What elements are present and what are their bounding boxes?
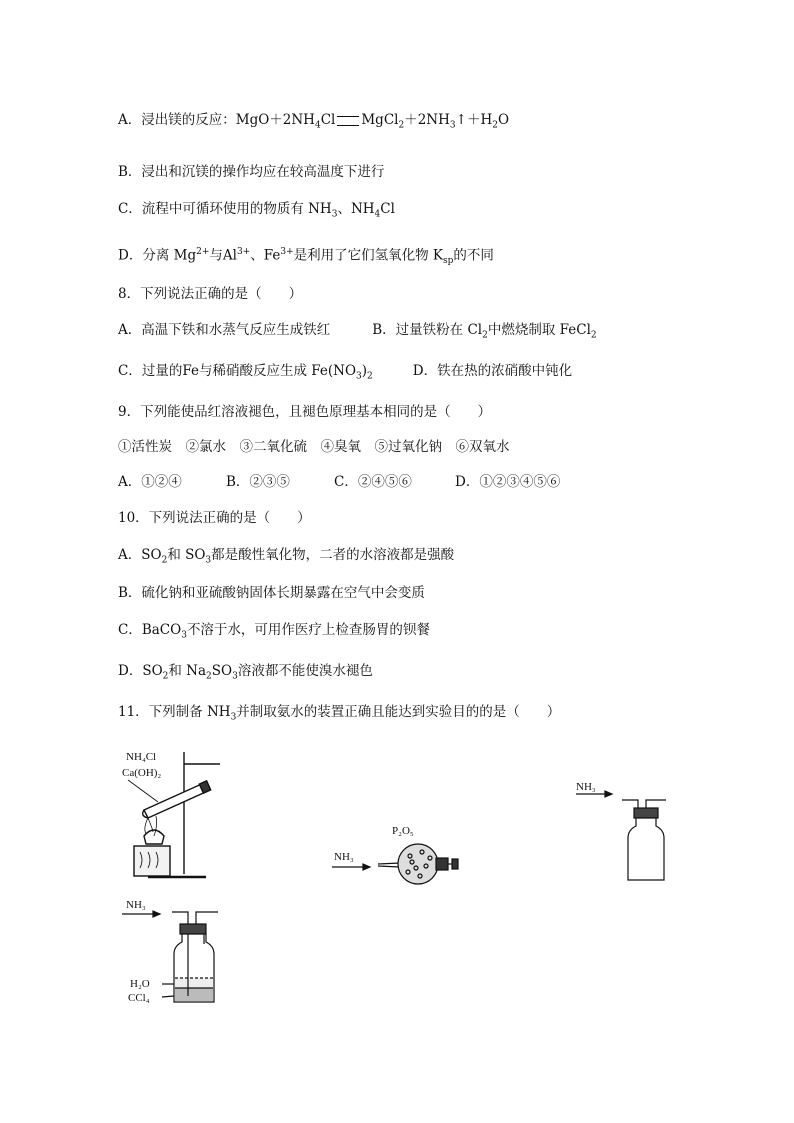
text-part: 和 Na — [168, 663, 207, 679]
text-part: ) — [361, 363, 368, 379]
text-part: 不溶于水，可用作医疗上检查肠胃的钡餐 — [186, 622, 430, 638]
label-nh3-absorb: NH₃ — [126, 899, 146, 911]
subscript: 2 — [398, 120, 405, 131]
text-part: 的不同 — [453, 247, 494, 264]
eq-part: ＋2NH — [404, 112, 450, 128]
figure-heating-apparatus — [118, 744, 223, 884]
q8-option-a: A．高温下铁和水蒸气反应生成铁红 — [118, 322, 331, 338]
subscript: 2 — [161, 555, 168, 566]
subscript: 4 — [374, 209, 381, 220]
q9-option-b: B．②③⑤ — [226, 474, 290, 490]
q7-option-c — [118, 199, 395, 225]
q9-items: ①活性炭 ②氯水 ③二氧化硫 ④臭氧 ⑤过氧化钠 ⑥双氧水 — [118, 439, 510, 455]
subscript: 2 — [590, 330, 597, 341]
superscript: 2+ — [196, 247, 210, 257]
text-part: 和 SO — [167, 547, 206, 563]
subscript: 2 — [492, 120, 498, 131]
label-p2o5: P₂O₅ — [392, 825, 414, 837]
label-nh3-in: NH₃ — [334, 851, 354, 863]
text-part: D．分离 Mg — [118, 247, 197, 264]
q7-option-b: B．浸出和沉镁的操作均应在较高温度下进行 — [118, 164, 385, 180]
q10-option-b: B．硫化钠和亚硫酸钠固体长期暴露在空气中会变质 — [118, 585, 425, 601]
text-part: 11．下列制备 NH — [118, 704, 231, 720]
subscript: 2 — [482, 330, 488, 341]
subscript: 2 — [206, 671, 212, 682]
label-h2o: H₂O — [130, 978, 150, 990]
subscript: 2 — [162, 671, 169, 682]
eq-part: MgO＋2NH — [235, 112, 315, 128]
text-part: D．SO — [118, 663, 163, 679]
subscript: 2 — [367, 371, 373, 382]
q10-stem: 10．下列说法正确的是（ ） — [118, 510, 311, 526]
subscript: 3 — [232, 671, 238, 682]
q7-option-d — [118, 242, 494, 271]
eq-part: O — [497, 112, 510, 128]
q9-option-a: A．①②④ — [118, 474, 182, 490]
figure-gas-bottle — [576, 776, 676, 886]
equals-sign — [337, 116, 359, 126]
q8-option-d: D．铁在热的浓硝酸中钝化 — [412, 363, 573, 379]
text-part: A．SO — [118, 547, 162, 563]
q7-a-prefix: A．浸出镁的反应： — [118, 112, 236, 128]
q8-option-b: B．过量铁粉在 Cl — [372, 322, 483, 338]
q10-option-c — [118, 620, 430, 646]
subscript: 3 — [449, 120, 456, 131]
subscript: 3 — [230, 712, 237, 723]
q8-option-c: C．过量的Fe与稀硝酸反应生成 Fe — [118, 363, 328, 379]
q9-stem: 9．下列能使品红溶液褪色，且褪色原理基本相同的是（ ） — [118, 404, 492, 420]
subscript: sp — [443, 256, 454, 267]
label-caoh2: Ca(OH)₂ — [122, 767, 162, 779]
eq-part: Cl — [320, 112, 336, 128]
subscript: 3 — [356, 371, 362, 382]
q8-options-row-1 — [118, 320, 597, 346]
subscript: 3 — [331, 209, 338, 220]
text-part: C．BaCO — [118, 622, 182, 638]
q9-option-d: D．①②③④⑤⑥ — [455, 474, 561, 490]
q9-option-c: C．②④⑤⑥ — [334, 474, 412, 490]
text-part: 溶液都不能使溴水褪色 — [237, 663, 373, 679]
label-nh3-bottle: NH₃ — [576, 781, 596, 793]
superscript: 3+ — [280, 247, 294, 257]
text-part: 中燃烧制取 FeCl — [487, 322, 591, 338]
q8-options-row-2 — [118, 361, 572, 387]
q7-option-a — [118, 110, 509, 136]
subscript: 3 — [181, 630, 187, 641]
text-part: SO — [211, 663, 233, 679]
subscript: 4 — [314, 120, 321, 131]
text-part: 与Al — [209, 247, 237, 264]
text-part: C．流程中可循环使用的物质有 NH — [118, 201, 332, 217]
superscript: 3+ — [236, 247, 251, 257]
figure-absorption-bottle — [122, 896, 232, 1008]
q10-option-d — [118, 661, 373, 687]
text-part: Cl — [380, 201, 395, 217]
text-part: 都是酸性氧化物，二者的水溶液都是强酸 — [211, 547, 455, 563]
text-part: 是利用了它们氢氧化物 K — [293, 247, 444, 264]
q10-option-a — [118, 545, 454, 571]
label-nh4cl: NH₄Cl — [126, 751, 157, 763]
text-part: 并制取氨水的装置正确且能达到实验目的的是（ ） — [236, 704, 561, 720]
figure-drying-tube — [330, 820, 480, 888]
eq-part: ↑＋H — [455, 112, 493, 128]
q9-options — [118, 472, 560, 492]
text-part: 、NH — [337, 201, 375, 217]
text-part: (NO — [327, 363, 357, 379]
subscript: 3 — [205, 555, 212, 566]
label-ccl4: CCl₄ — [128, 992, 150, 1004]
q11-stem — [118, 702, 560, 728]
eq-part: MgCl — [361, 112, 399, 128]
text-part: 、Fe — [250, 247, 281, 264]
q8-stem: 8．下列说法正确的是（ ） — [118, 286, 303, 302]
